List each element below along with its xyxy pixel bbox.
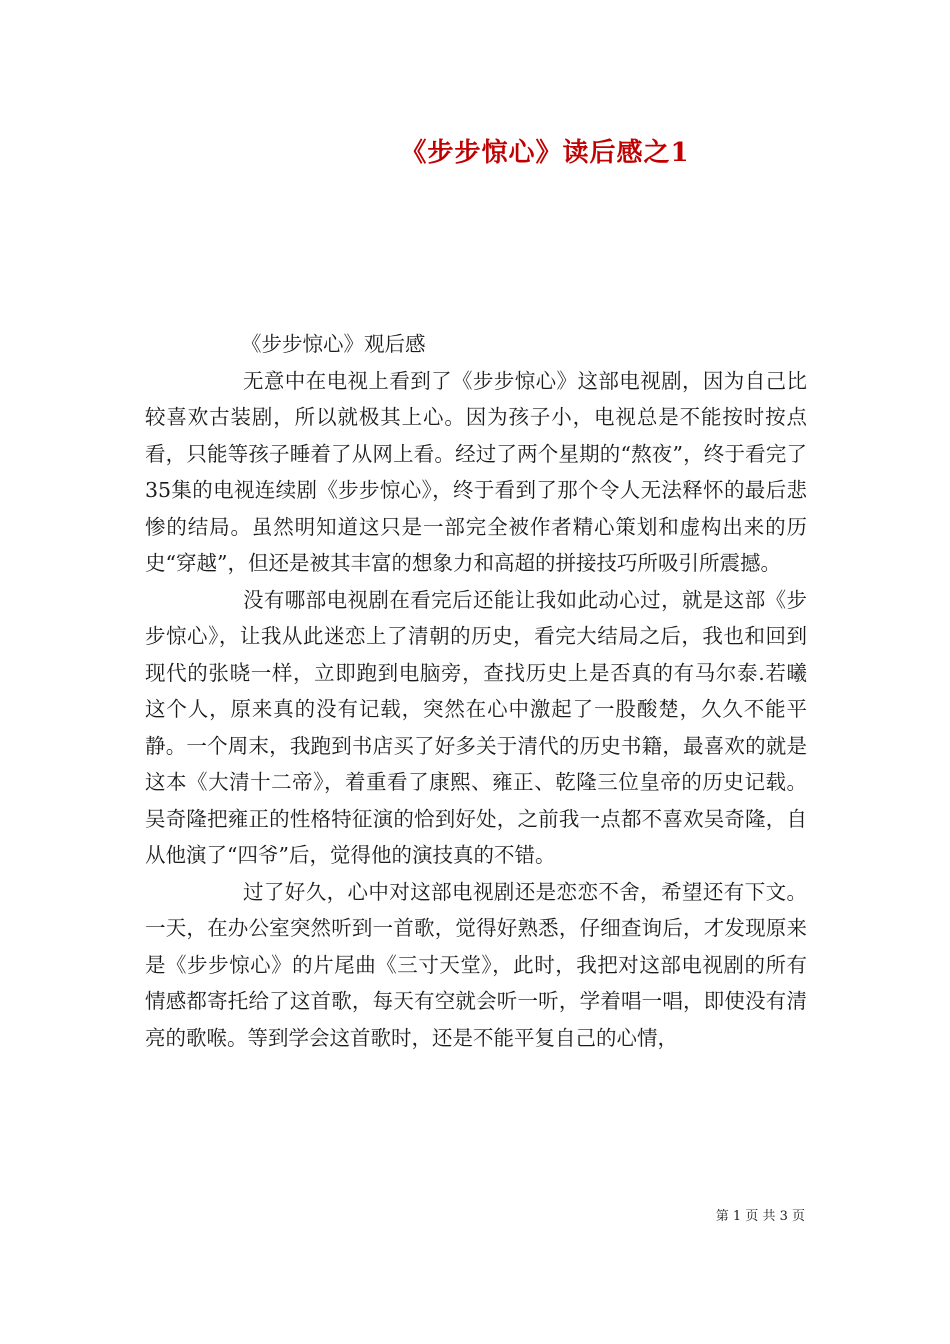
document-title: 《步步惊心》读后感之1 (400, 138, 690, 168)
paragraph-2: 没有哪部电视剧在看完后还能让我如此动心过，就是这部《步步惊心》，让我从此迷恋上了清朝的历史，看完大结局之后，我也和回到现代的张晓一样，立即跑到电脑旁，查找历史上是否真的有马尔泰.若曦这个人，原来真的没有记载，突然在心中激起了一股酸楚，久久不能平静。一个周末，我跑到书店买了好多关于清代的历史书籍，最喜欢的就是这本《大清十二帝》，着重看了康熙、雍正、乾隆三位皇帝的历史记载。吴奇隆把雍正的性格特征演的恰到好处，之前我一点都不喜欢吴奇隆，自从他演了“四爷”后，觉得他的演技真的不错。 (145, 587, 807, 867)
paragraph-3: 过了好久，心中对这部电视剧还是恋恋不舍，希望还有下文。一天，在办公室突然听到一首歌，觉得好熟悉，仔细查询后，才发现原来是《步步惊心》的片尾曲《三寸天堂》，此时，我把对这部电视剧的所有情感都寄托给了这首歌，每天有空就会听一听，学着唱一唱，即使没有清亮的歌喉。等到学会这首歌时，还是不能平复自己的心情， (145, 879, 807, 1050)
page-number: 第 1 页 共 3 页 (715, 1209, 805, 1224)
document-subtitle: 《步步惊心》观后感 (241, 332, 426, 356)
document-body (145, 326, 807, 1056)
paragraph-1: 无意中在电视上看到了《步步惊心》这部电视剧，因为自己比较喜欢古装剧，所以就极其上心。因为孩子小，电视总是不能按时按点看，只能等孩子睡着了从网上看。经过了两个星期的“熬夜”，终于看完了35集的电视连续剧《步步惊心》，终于看到了那个令人无法释怀的最后悲惨的结局。虽然明知道这只是一部完全被作者精心策划和虚构出来的历史“穿越”，但还是被其丰富的想象力和高超的拼接技巧所吸引所震撼。 (145, 368, 807, 575)
